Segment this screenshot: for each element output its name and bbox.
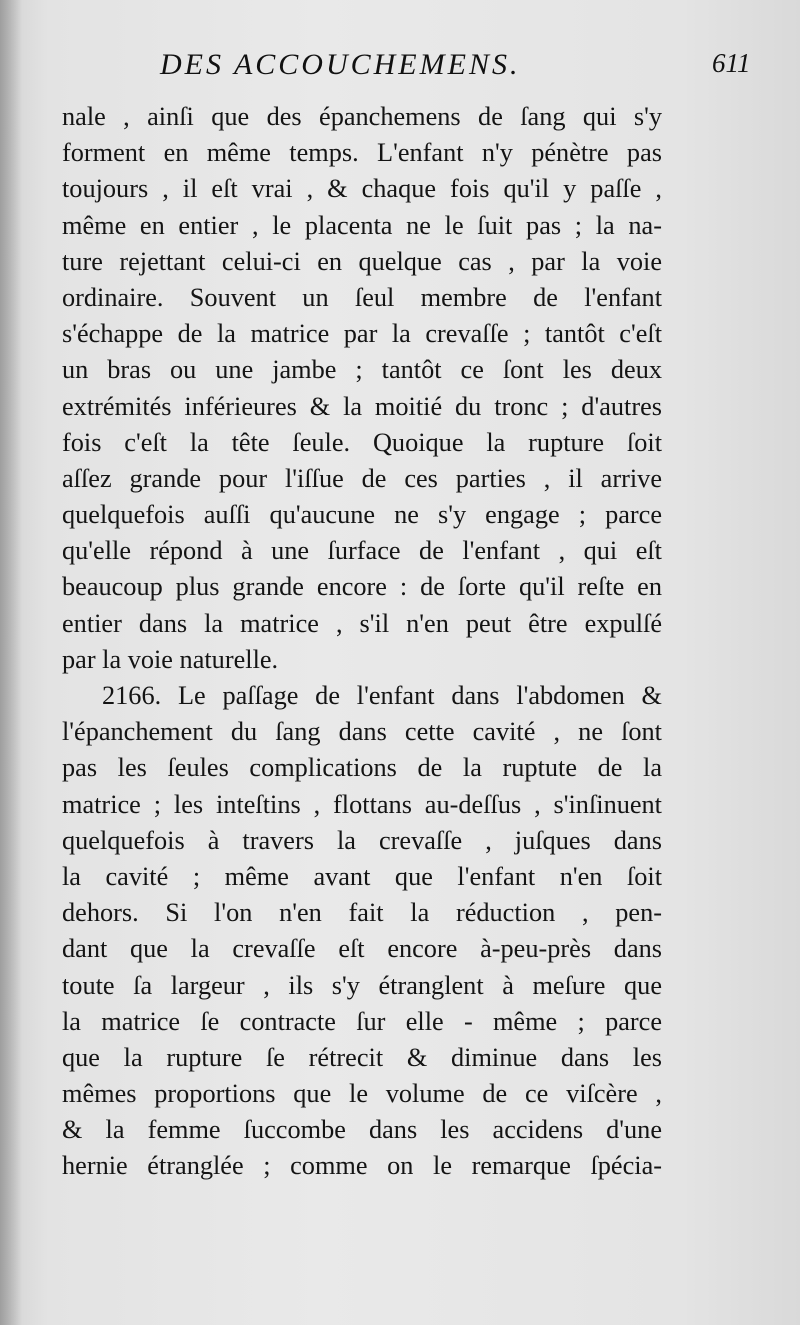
text-line: pas les ſeules complications de la ruptute de la bbox=[62, 753, 662, 783]
text-line: un bras ou une jambe ; tantôt ce ſont les deux bbox=[62, 355, 662, 385]
text-line: beaucoup plus grande encore : de ſorte qu'il reſte en bbox=[62, 572, 662, 602]
text-line: quelquefois auſſi qu'aucune ne s'y engage ; parce bbox=[62, 500, 662, 530]
text-line: aſſez grande pour l'iſſue de ces parties , il arrive bbox=[62, 463, 662, 493]
running-title: DES ACCOUCHEMENS. bbox=[160, 48, 521, 81]
text-line: fois c'eſt la tête ſeule. Quoique la rupture ſoit bbox=[62, 427, 662, 457]
text-line: l'épanchement du ſang dans cette cavité , ne ſont bbox=[62, 717, 662, 747]
text-line: toute ſa largeur , ils s'y étranglent à meſure que bbox=[62, 970, 662, 1000]
text-line: forment en même temps. L'enfant n'y pénètre pas bbox=[62, 138, 662, 168]
binding-shadow bbox=[0, 0, 22, 1325]
text-line: que la rupture ſe rétrecit & diminue dans les bbox=[62, 1042, 662, 1072]
text-line: hernie étranglée ; comme on le remarque ſpécia- bbox=[62, 1151, 662, 1181]
page-number: 611 bbox=[712, 48, 751, 78]
text-line: ordinaire. Souvent un ſeul membre de l'enfant bbox=[62, 282, 662, 312]
text-line: dant que la crevaſſe eſt encore à-peu-près dans bbox=[62, 934, 662, 964]
text-line: nale , ainſi que des épanchemens de ſang qui s'y bbox=[62, 102, 662, 131]
text-line: s'échappe de la matrice par la crevaſſe ; tantôt c'eſt bbox=[62, 319, 662, 349]
text-line: même en entier , le placenta ne le ſuit pas ; la na- bbox=[62, 210, 662, 240]
paragraph-start-line: 2166. Le paſſage de l'enfant dans l'abdomen & bbox=[102, 681, 662, 710]
text-line: entier dans la matrice , s'il n'en peut être expulſé bbox=[62, 608, 662, 638]
text-line: & la femme ſuccombe dans les accidens d'une bbox=[62, 1115, 662, 1145]
body-text bbox=[62, 99, 662, 1185]
text-line: extrémités inférieures & la moitié du tronc ; d'autres bbox=[62, 391, 662, 421]
text-line: matrice ; les inteſtins , flottans au-deſſus , s'inſinuent bbox=[62, 789, 662, 819]
text-line: la cavité ; même avant que l'enfant n'en ſoit bbox=[62, 861, 662, 891]
text-line: qu'elle répond à une ſurface de l'enfant , qui eſt bbox=[62, 536, 662, 566]
text-line: par la voie naturelle. bbox=[62, 644, 279, 674]
text-line: ture rejettant celui-ci en quelque cas , par la voie bbox=[62, 246, 662, 276]
text-line: toujours , il eſt vrai , & chaque fois qu'il y paſſe , bbox=[62, 174, 662, 204]
text-line: mêmes proportions que le volume de ce viſcère , bbox=[62, 1079, 662, 1109]
running-head bbox=[0, 48, 800, 88]
text-line: la matrice ſe contracte ſur elle - même ; parce bbox=[62, 1006, 662, 1036]
text-line: dehors. Si l'on n'en fait la réduction , pen- bbox=[62, 898, 662, 928]
text-line: quelquefois à travers la crevaſſe , juſques dans bbox=[62, 825, 662, 855]
